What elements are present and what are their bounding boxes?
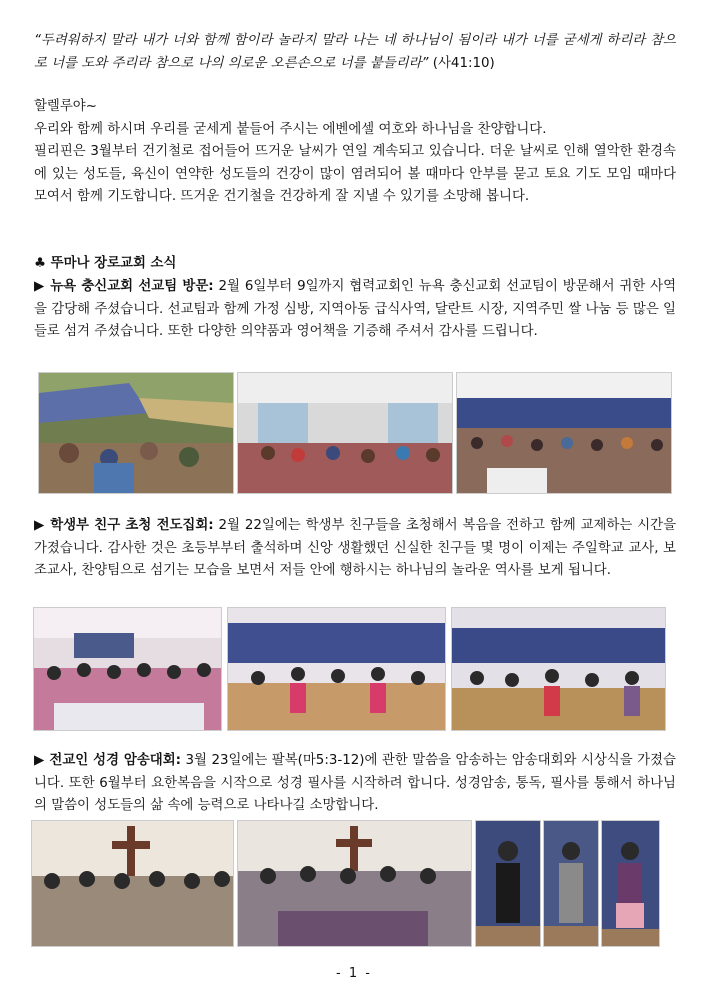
photo-recitation-speaker-2 bbox=[543, 820, 599, 947]
news-item-heading: ▶ 전교인 성경 암송대회: bbox=[34, 753, 181, 768]
intro-paragraph-1: 우리와 함께 하시며 우리를 굳세게 붙들어 주시는 에벤에셀 여호와 하나님을 찬양합니다. bbox=[34, 122, 547, 137]
news-item-1 bbox=[34, 276, 676, 344]
photo-outdoor-feeding bbox=[38, 372, 234, 494]
news-item-heading: ▶ 학생부 친구 초청 전도집회: bbox=[34, 518, 214, 533]
greeting: 할렐루야~ bbox=[34, 99, 97, 114]
verse-reference: (사41:10) bbox=[432, 55, 495, 71]
news-item-3 bbox=[34, 750, 676, 818]
photo-hall-crowd bbox=[456, 372, 672, 494]
news-item-body: 2월 6일부터 9일까지 협력교회인 뉴욕 충신교회 선교팀이 방문해서 귀한 사역을 감당해 주셨습니다. 선교팀과 함께 가정 심방, 지역아동 급식사역, 달란트 시장, 지역주민 쌀 나눔 등 많은 일들로 섬겨 주셨습니다. 또한 다양한 의약품과 영어책을 기증해 주셔서 감사를 드립니다. bbox=[34, 279, 676, 339]
photo-recitation-group-1 bbox=[31, 820, 234, 947]
page-number: - 1 - bbox=[336, 966, 372, 981]
photo-student-group bbox=[33, 607, 222, 731]
photo-student-activity bbox=[451, 607, 666, 731]
photo-recitation-child bbox=[601, 820, 660, 947]
photo-recitation-speaker-1 bbox=[475, 820, 541, 947]
scripture-verse bbox=[34, 30, 676, 75]
intro-paragraph-2: 필리핀은 3월부터 건기철로 접어들어 뜨거운 날씨가 연일 계속되고 있습니다. 더운 날씨로 인해 열악한 환경속에 있는 성도들, 육신이 연약한 성도들의 건강이 많이 염려되어 볼 때마다 안부를 묻고 토요 기도 모임 때마다 모여서 함께 기도합니다. 뜨거운 건기철을 건강하게 잘 지낼 수 있기를 소망해 봅니다. bbox=[34, 144, 676, 204]
photo-recitation-group-2 bbox=[237, 820, 472, 947]
news-item-2 bbox=[34, 515, 676, 583]
verse-text: “두려워하지 말라 내가 너와 함께 함이라 놀라지 말라 나는 네 하나님이 됨이라 내가 너를 굳세게 하리라 참으로 너를 도와 주리라 참으로 나의 의로운 오른손으로 너를 붙들리라” bbox=[34, 33, 676, 71]
photo-indoor-gathering bbox=[237, 372, 453, 494]
news-item-heading: ▶ 뉴욕 충신교회 선교팀 방문: bbox=[34, 279, 214, 294]
section-title: ♣ 뚜마나 장로교회 소식 bbox=[34, 256, 177, 271]
news-item-body: 2월 22일에는 학생부 친구들을 초청해서 복음을 전하고 함께 교제하는 시간을 가졌습니다. 감사한 것은 초등부부터 출석하며 신앙 생활했던 신실한 친구들 몇 명이 이제는 주일학교 교사, 보조교사, 찬양팀으로 섬기는 모습을 보면서 저들 안에 행하시는 하나님의 놀라운 역사를 보게 됩니다. bbox=[34, 518, 676, 578]
photo-student-dance bbox=[227, 607, 446, 731]
news-item-body: 3월 23일에는 팔복(마5:3-12)에 관한 말씀을 암송하는 암송대회와 시상식을 가졌습니다. 또한 6월부터 요한복음을 시작으로 성경 필사를 시작하려 합니다. 성경암송, 통독, 필사를 통해서 하나님의 말씀이 성도들의 삶 속에 능력으로 나타나길 소망합니다. bbox=[34, 753, 676, 813]
